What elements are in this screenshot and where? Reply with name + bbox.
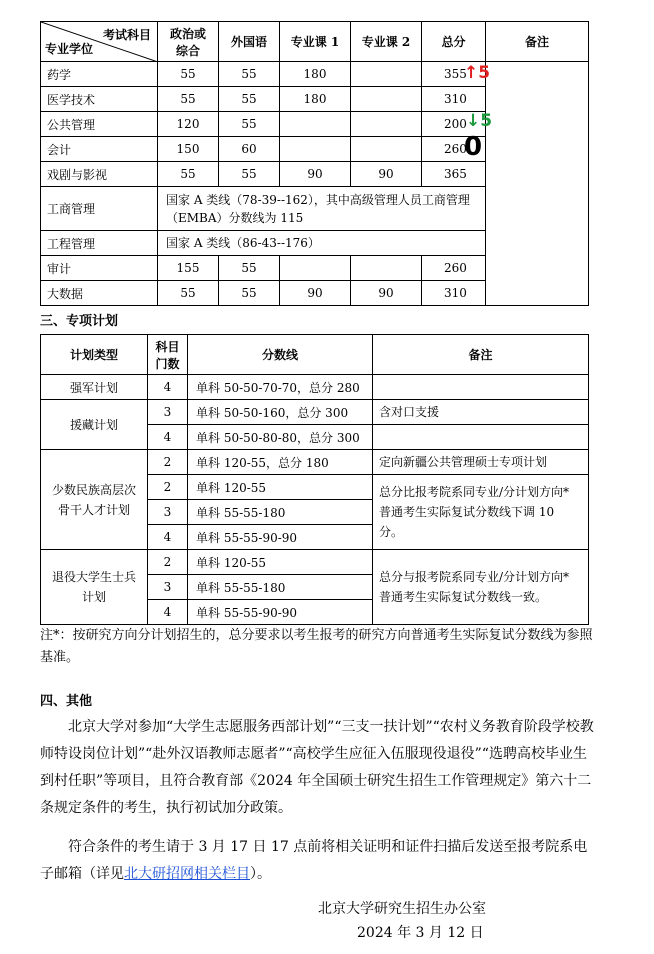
submission-paragraph: 符合条件的考生请于 3 月 17 日 17 点前将相关证明和证件扫描后发送至报考院系电子邮箱（详见北大研招网相关栏目）。 [40,839,588,882]
header-politics: 政治或 综合 [158,22,219,62]
table1-header-row [41,22,589,62]
section-title: 四、其他 [40,694,93,709]
table-row [41,375,589,400]
row-major: 药学 [41,62,158,87]
cell-count: 2 [148,550,188,575]
cell-foreign: 55 [219,281,280,306]
header-course1: 专业课 1 [280,22,351,62]
down-arrow-mark: ↓5 [466,111,493,131]
cell-politics: 55 [158,87,219,112]
header-total: 总分 [422,22,486,62]
cell-course1 [280,112,351,137]
cell-total: 260 0 [422,137,486,162]
plan-name: 强军计划 [41,375,148,400]
cell-count: 4 [148,375,188,400]
header-subject: 考试科目 [102,28,151,42]
policy-paragraph: 北京大学对参加“大学生志愿服务西部计划”“三支一扶计划”“农村义务教育阶段学校教师特设岗位计划”“赴外汉语教师志愿者”“高校学生应征入伍服现役退役”“选聘高校毕业生到村任职”等项目，且符合教育部《2024 年全国硕士研究生招生工作管理规定》第六十二条规定条件的考生，执行初试加分政策。 [40,719,594,816]
cell-remark: 含对口支援 [373,400,589,425]
section-title: 三、专项计划 [40,314,119,329]
header-remark: 备注 [373,335,589,375]
cell-total: 355 ↑5 [422,62,486,87]
cell-politics: 120 [158,112,219,137]
cell-total: 200 ↓5 [422,112,486,137]
cell-course2 [351,256,422,281]
cell-politics: 55 [158,62,219,87]
cell-foreign: 55 [219,62,280,87]
cell-foreign: 55 [219,162,280,187]
cell-foreign: 55 [219,256,280,281]
table-row [41,187,589,231]
cell-course2 [351,137,422,162]
cell-count: 4 [148,525,188,550]
cell-remark [486,187,589,306]
table-row [41,550,589,575]
cell-score: 单科 55-55-90-90 [188,525,373,550]
cell-count: 3 [148,400,188,425]
table2-header-row [41,335,589,375]
header-plan-type: 计划类型 [41,335,148,375]
cell-remark [373,375,589,400]
header-course2: 专业课 2 [351,22,422,62]
header-subject-count: 科目 门数 [148,335,188,375]
cell-note: 国家 A 类线（86-43--176） [158,231,486,256]
table-row [41,400,589,425]
zero-change-mark: 0 [464,132,483,162]
cell-foreign: 60 [219,137,280,162]
office-signature: 北京大学研究生招生办公室 [318,901,486,917]
row-major: 公共管理 [41,112,158,137]
header-major: 专业学位 [45,42,94,56]
cell-score: 单科 55-55-180 [188,500,373,525]
pku-admissions-link[interactable]: 北大研招网相关栏目 [124,866,250,882]
cell-score: 单科 55-55-90-90 [188,600,373,625]
special-plan-table [40,334,589,625]
cell-remark: 总分与报考院系同专业/分计划方向*普通考生实际复试分数线一致。 [373,550,589,625]
cell-total: 365 [422,162,486,187]
header-score-line: 分数线 [188,335,373,375]
cell-score: 单科 120-55，总分 180 [188,450,373,475]
cell-course1: 90 [280,162,351,187]
cell-course2 [351,87,422,112]
cell-score: 单科 55-55-180 [188,575,373,600]
cell-politics: 55 [158,162,219,187]
cell-remark: 总分比报考院系同专业/分计划方向*普通考生实际复试分数线下调 10 分。 [373,475,589,550]
cell-total: 310 [422,281,486,306]
cell-foreign: 55 [219,112,280,137]
cell-remark [373,425,589,450]
row-major: 工程管理 [41,231,158,256]
cell-politics: 155 [158,256,219,281]
score-table-professional [40,21,589,306]
cell-count: 3 [148,575,188,600]
diagonal-header-cell [41,22,158,62]
cell-course1 [280,137,351,162]
header-foreign: 外国语 [219,22,280,62]
plan-name: 援藏计划 [41,400,148,450]
cell-count: 4 [148,425,188,450]
cell-count: 4 [148,600,188,625]
footnote: 注*：按研究方向分计划招生的，总分要求以考生报考的研究方向普通考生实际复试分数线为参照基准。 [40,628,593,665]
cell-score: 单科 120-55 [188,550,373,575]
cell-score: 单科 50-50-80-80，总分 300 [188,425,373,450]
cell-course1: 180 [280,62,351,87]
cell-remark [486,62,589,187]
row-major: 大数据 [41,281,158,306]
plan-name: 少数民族高层次 骨干人才计划 [41,450,148,550]
table-row [41,450,589,475]
cell-course2: 90 [351,162,422,187]
cell-count: 2 [148,475,188,500]
plan-name: 退役大学生士兵 计划 [41,550,148,625]
up-arrow-mark: ↑5 [464,63,491,83]
cell-count: 2 [148,450,188,475]
cell-remark: 定向新疆公共管理硕士专项计划 [373,450,589,475]
row-major: 医学技术 [41,87,158,112]
cell-note: 国家 A 类线（78-39--162），其中高级管理人员工商管理（EMBA）分数线为 115 [158,187,486,231]
cell-count: 3 [148,500,188,525]
row-major: 审计 [41,256,158,281]
header-remark: 备注 [486,22,589,62]
cell-score: 单科 50-50-160，总分 300 [188,400,373,425]
cell-foreign: 55 [219,87,280,112]
cell-course2 [351,62,422,87]
cell-politics: 55 [158,281,219,306]
cell-total: 310 [422,87,486,112]
cell-course2: 90 [351,281,422,306]
row-major: 戏剧与影视 [41,162,158,187]
cell-score: 单科 120-55 [188,475,373,500]
cell-politics: 150 [158,137,219,162]
cell-course1 [280,256,351,281]
cell-total: 260 [422,256,486,281]
row-major: 会计 [41,137,158,162]
cell-course2 [351,112,422,137]
row-major: 工商管理 [41,187,158,231]
table-row [41,62,589,87]
cell-course1: 90 [280,281,351,306]
cell-course1: 180 [280,87,351,112]
cell-score: 单科 50-50-70-70，总分 280 [188,375,373,400]
date-signature: 2024 年 3 月 12 日 [357,925,484,941]
